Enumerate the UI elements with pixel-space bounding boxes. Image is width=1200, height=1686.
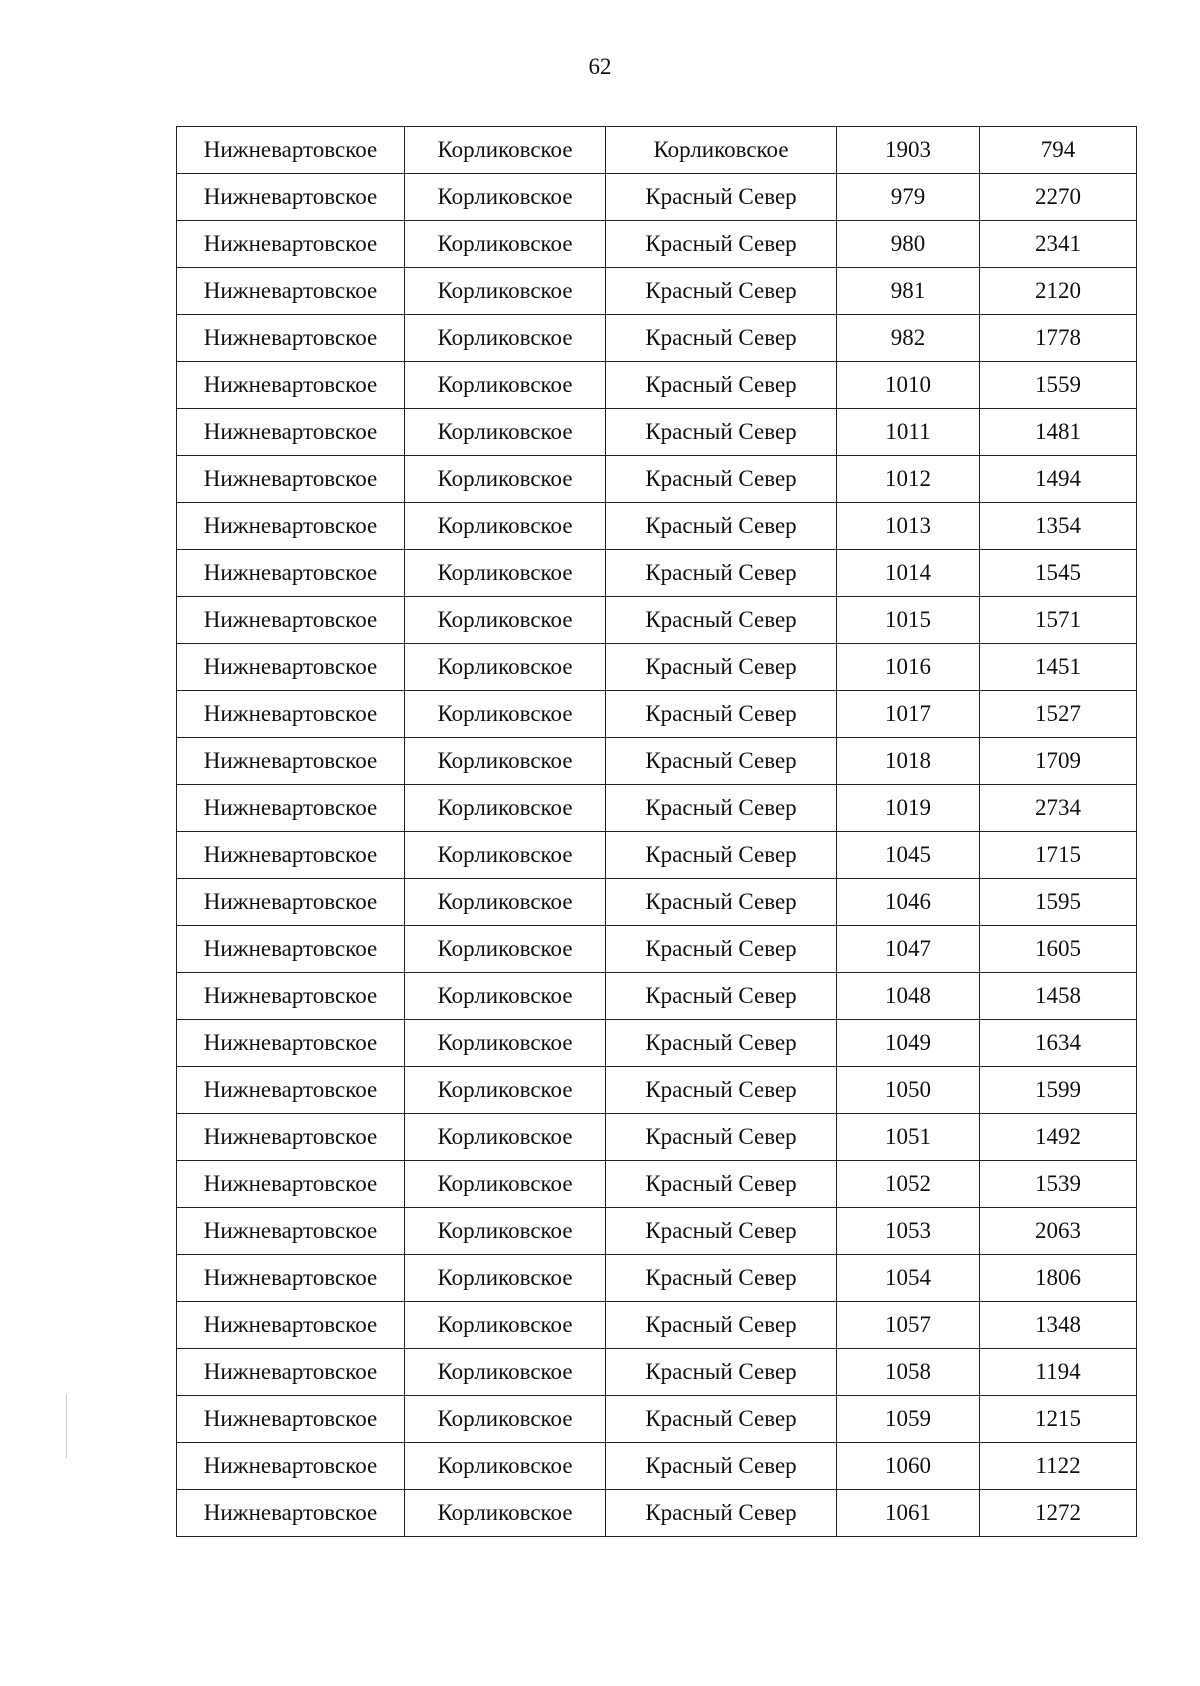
table-row — [177, 174, 1137, 221]
district-cell: Нижневартовское — [177, 597, 405, 644]
area-cell: Красный Север — [606, 1255, 837, 1302]
field-cell: Корликовское — [405, 1020, 606, 1067]
number-cell: 1015 — [837, 597, 980, 644]
district-cell: Нижневартовское — [177, 1302, 405, 1349]
district-cell: Нижневартовское — [177, 456, 405, 503]
value-cell: 1451 — [980, 644, 1137, 691]
table-row — [177, 409, 1137, 456]
field-cell: Корликовское — [405, 926, 606, 973]
number-cell: 1051 — [837, 1114, 980, 1161]
area-cell: Красный Север — [606, 1302, 837, 1349]
number-cell: 981 — [837, 268, 980, 315]
value-cell: 1539 — [980, 1161, 1137, 1208]
value-cell: 1778 — [980, 315, 1137, 362]
area-cell: Корликовское — [606, 127, 837, 174]
district-cell: Нижневартовское — [177, 1114, 405, 1161]
value-cell: 1492 — [980, 1114, 1137, 1161]
table-row — [177, 503, 1137, 550]
number-cell: 1019 — [837, 785, 980, 832]
area-cell: Красный Север — [606, 1208, 837, 1255]
number-cell: 1061 — [837, 1490, 980, 1537]
table-row — [177, 1396, 1137, 1443]
field-cell: Корликовское — [405, 174, 606, 221]
district-cell: Нижневартовское — [177, 1396, 405, 1443]
value-cell: 1806 — [980, 1255, 1137, 1302]
area-cell: Красный Север — [606, 268, 837, 315]
district-cell: Нижневартовское — [177, 221, 405, 268]
area-cell: Красный Север — [606, 456, 837, 503]
number-cell: 979 — [837, 174, 980, 221]
area-cell: Красный Север — [606, 1161, 837, 1208]
value-cell: 1494 — [980, 456, 1137, 503]
value-cell: 1634 — [980, 1020, 1137, 1067]
field-cell: Корликовское — [405, 1208, 606, 1255]
table-row — [177, 1349, 1137, 1396]
area-cell: Красный Север — [606, 926, 837, 973]
field-cell: Корликовское — [405, 315, 606, 362]
field-cell: Корликовское — [405, 456, 606, 503]
scan-artifact-line — [66, 1394, 67, 1458]
table-row — [177, 1114, 1137, 1161]
district-cell: Нижневартовское — [177, 550, 405, 597]
district-cell: Нижневартовское — [177, 362, 405, 409]
district-cell: Нижневартовское — [177, 691, 405, 738]
table-row — [177, 879, 1137, 926]
area-cell: Красный Север — [606, 1020, 837, 1067]
number-cell: 1016 — [837, 644, 980, 691]
table-row — [177, 1208, 1137, 1255]
district-cell: Нижневартовское — [177, 268, 405, 315]
area-cell: Красный Север — [606, 409, 837, 456]
page-number: 62 — [588, 54, 612, 79]
field-cell: Корликовское — [405, 1396, 606, 1443]
table-row — [177, 221, 1137, 268]
value-cell: 794 — [980, 127, 1137, 174]
area-cell: Красный Север — [606, 1443, 837, 1490]
field-cell: Корликовское — [405, 550, 606, 597]
field-cell: Корликовское — [405, 691, 606, 738]
table-row — [177, 597, 1137, 644]
table-row — [177, 550, 1137, 597]
value-cell: 1272 — [980, 1490, 1137, 1537]
district-cell: Нижневартовское — [177, 409, 405, 456]
number-cell: 1052 — [837, 1161, 980, 1208]
number-cell: 1045 — [837, 832, 980, 879]
value-cell: 2341 — [980, 221, 1137, 268]
area-cell: Красный Север — [606, 879, 837, 926]
value-cell: 1354 — [980, 503, 1137, 550]
value-cell: 1481 — [980, 409, 1137, 456]
number-cell: 1012 — [837, 456, 980, 503]
number-cell: 1057 — [837, 1302, 980, 1349]
value-cell: 2120 — [980, 268, 1137, 315]
number-cell: 1018 — [837, 738, 980, 785]
area-cell: Красный Север — [606, 832, 837, 879]
field-cell: Корликовское — [405, 268, 606, 315]
table-row — [177, 738, 1137, 785]
area-cell: Красный Север — [606, 1349, 837, 1396]
value-cell: 2063 — [980, 1208, 1137, 1255]
table-row — [177, 1067, 1137, 1114]
area-cell: Красный Север — [606, 174, 837, 221]
table-row — [177, 1302, 1137, 1349]
value-cell: 1599 — [980, 1067, 1137, 1114]
value-cell: 1194 — [980, 1349, 1137, 1396]
district-cell: Нижневартовское — [177, 785, 405, 832]
district-cell: Нижневартовское — [177, 1490, 405, 1537]
district-cell: Нижневартовское — [177, 1020, 405, 1067]
field-cell: Корликовское — [405, 1067, 606, 1114]
table-row — [177, 1443, 1137, 1490]
table-row — [177, 362, 1137, 409]
district-cell: Нижневартовское — [177, 503, 405, 550]
district-cell: Нижневартовское — [177, 973, 405, 1020]
number-cell: 1058 — [837, 1349, 980, 1396]
field-cell: Корликовское — [405, 738, 606, 785]
value-cell: 1122 — [980, 1443, 1137, 1490]
table-row — [177, 691, 1137, 738]
value-cell: 1595 — [980, 879, 1137, 926]
table-row — [177, 315, 1137, 362]
value-cell: 1715 — [980, 832, 1137, 879]
area-cell: Красный Север — [606, 691, 837, 738]
table-row — [177, 1255, 1137, 1302]
field-cell: Корликовское — [405, 1490, 606, 1537]
number-cell: 1047 — [837, 926, 980, 973]
area-cell: Красный Север — [606, 785, 837, 832]
number-cell: 982 — [837, 315, 980, 362]
field-cell: Корликовское — [405, 503, 606, 550]
table-row — [177, 973, 1137, 1020]
table-row — [177, 1020, 1137, 1067]
value-cell: 2270 — [980, 174, 1137, 221]
number-cell: 1060 — [837, 1443, 980, 1490]
table-row — [177, 785, 1137, 832]
number-cell: 1059 — [837, 1396, 980, 1443]
field-cell: Корликовское — [405, 832, 606, 879]
field-cell: Корликовское — [405, 1443, 606, 1490]
area-cell: Красный Север — [606, 597, 837, 644]
number-cell: 1048 — [837, 973, 980, 1020]
number-cell: 1011 — [837, 409, 980, 456]
field-cell: Корликовское — [405, 1114, 606, 1161]
field-cell: Корликовское — [405, 644, 606, 691]
district-cell: Нижневартовское — [177, 738, 405, 785]
district-cell: Нижневартовское — [177, 127, 405, 174]
number-cell: 1046 — [837, 879, 980, 926]
number-cell: 1054 — [837, 1255, 980, 1302]
area-cell: Красный Север — [606, 1067, 837, 1114]
area-cell: Красный Север — [606, 221, 837, 268]
number-cell: 1050 — [837, 1067, 980, 1114]
district-cell: Нижневартовское — [177, 1349, 405, 1396]
area-cell: Красный Север — [606, 973, 837, 1020]
district-cell: Нижневартовское — [177, 832, 405, 879]
field-cell: Корликовское — [405, 221, 606, 268]
number-cell: 1010 — [837, 362, 980, 409]
number-cell: 1014 — [837, 550, 980, 597]
number-cell: 1013 — [837, 503, 980, 550]
value-cell: 1571 — [980, 597, 1137, 644]
value-cell: 2734 — [980, 785, 1137, 832]
field-cell: Корликовское — [405, 1255, 606, 1302]
number-cell: 980 — [837, 221, 980, 268]
number-cell: 1017 — [837, 691, 980, 738]
value-cell: 1348 — [980, 1302, 1137, 1349]
value-cell: 1559 — [980, 362, 1137, 409]
field-cell: Корликовское — [405, 973, 606, 1020]
table-row — [177, 644, 1137, 691]
table-row — [177, 1490, 1137, 1537]
field-cell: Корликовское — [405, 362, 606, 409]
value-cell: 1605 — [980, 926, 1137, 973]
table-row — [177, 456, 1137, 503]
district-cell: Нижневартовское — [177, 1443, 405, 1490]
district-cell: Нижневартовское — [177, 315, 405, 362]
area-cell: Красный Север — [606, 315, 837, 362]
district-cell: Нижневартовское — [177, 1161, 405, 1208]
field-cell: Корликовское — [405, 409, 606, 456]
value-cell: 1458 — [980, 973, 1137, 1020]
area-cell: Красный Север — [606, 1114, 837, 1161]
district-cell: Нижневартовское — [177, 879, 405, 926]
district-cell: Нижневартовское — [177, 1208, 405, 1255]
district-cell: Нижневартовское — [177, 1067, 405, 1114]
area-cell: Красный Север — [606, 1396, 837, 1443]
data-table — [176, 126, 1137, 1537]
table-row — [177, 832, 1137, 879]
area-cell: Красный Север — [606, 738, 837, 785]
area-cell: Красный Север — [606, 644, 837, 691]
field-cell: Корликовское — [405, 785, 606, 832]
area-cell: Красный Север — [606, 550, 837, 597]
field-cell: Корликовское — [405, 1302, 606, 1349]
value-cell: 1527 — [980, 691, 1137, 738]
table-row — [177, 1161, 1137, 1208]
value-cell: 1709 — [980, 738, 1137, 785]
field-cell: Корликовское — [405, 1161, 606, 1208]
table-row — [177, 127, 1137, 174]
district-cell: Нижневартовское — [177, 174, 405, 221]
table-body — [177, 127, 1137, 1537]
field-cell: Корликовское — [405, 127, 606, 174]
area-cell: Красный Север — [606, 1490, 837, 1537]
table-row — [177, 926, 1137, 973]
field-cell: Корликовское — [405, 879, 606, 926]
number-cell: 1049 — [837, 1020, 980, 1067]
area-cell: Красный Север — [606, 503, 837, 550]
number-cell: 1053 — [837, 1208, 980, 1255]
area-cell: Красный Север — [606, 362, 837, 409]
district-cell: Нижневартовское — [177, 926, 405, 973]
table-row — [177, 268, 1137, 315]
value-cell: 1215 — [980, 1396, 1137, 1443]
field-cell: Корликовское — [405, 597, 606, 644]
district-cell: Нижневартовское — [177, 644, 405, 691]
number-cell: 1903 — [837, 127, 980, 174]
value-cell: 1545 — [980, 550, 1137, 597]
field-cell: Корликовское — [405, 1349, 606, 1396]
district-cell: Нижневартовское — [177, 1255, 405, 1302]
